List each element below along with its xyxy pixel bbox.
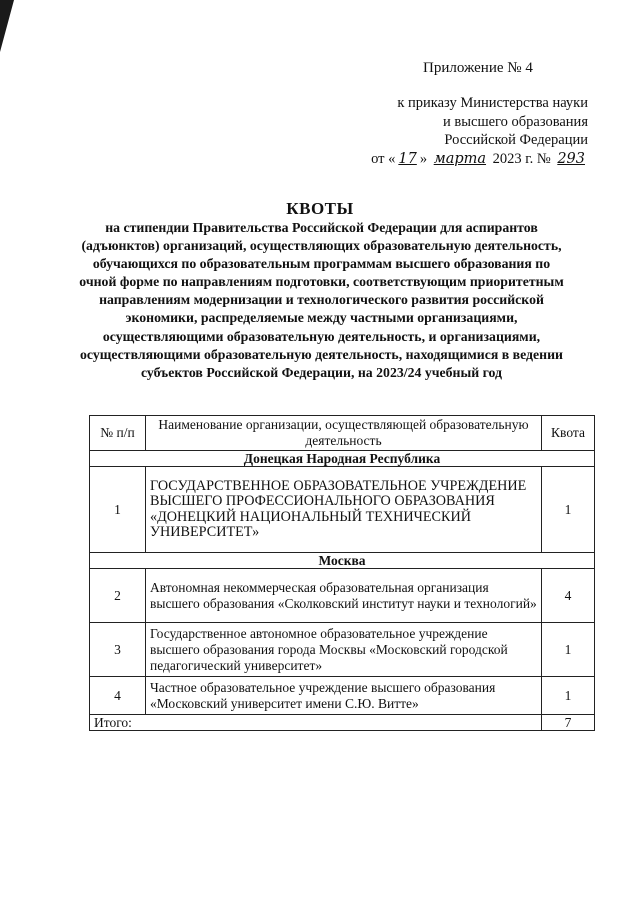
quota-table xyxy=(89,415,595,731)
row-num: 3 xyxy=(90,623,146,677)
order-date-line xyxy=(328,150,588,169)
order-number: 293 xyxy=(557,150,585,167)
date-prefix: от « xyxy=(371,150,396,167)
row-name: Государственное автономное образовательное учреждение высшего образования города Москвы «Московский городской педагогический университет» xyxy=(146,623,542,677)
row-quota: 1 xyxy=(542,467,595,553)
region-name: Москва xyxy=(90,553,595,569)
total-label: Итого: xyxy=(90,715,542,731)
header-name: Наименование организации, осуществляющей образовательную деятельность xyxy=(146,416,542,451)
row-num: 1 xyxy=(90,467,146,553)
order-line-1: к приказу Министерства науки xyxy=(397,95,588,111)
date-year: 2023 г. № xyxy=(492,150,551,167)
order-reference xyxy=(328,94,588,168)
date-day: 17 xyxy=(398,150,417,167)
table-header-row xyxy=(90,416,595,451)
appendix-label: Приложение № 4 xyxy=(423,60,533,76)
region-row xyxy=(90,553,595,569)
scan-corner-mark xyxy=(0,0,14,52)
region-name: Донецкая Народная Республика xyxy=(90,451,595,467)
row-name: Автономная некоммерческая образовательная организация высшего образования «Сколковский институт науки и технологий» xyxy=(146,569,542,623)
row-name: ГОСУДАРСТВЕННОЕ ОБРАЗОВАТЕЛЬНОЕ УЧРЕЖДЕНИЕ ВЫСШЕГО ПРОФЕССИОНАЛЬНОГО ОБРАЗОВАНИЯ «ДОНЕЦКИЙ НАЦИОНАЛЬНЫЙ ТЕХНИЧЕСКИЙ УНИВЕРСИТЕТ» xyxy=(146,467,542,553)
total-row xyxy=(90,715,595,731)
row-name: Частное образовательное учреждение высшего образования «Московский университет имени С.Ю. Витте» xyxy=(146,677,542,715)
order-line-2: и высшего образования xyxy=(443,113,588,130)
header-num: № п/п xyxy=(90,416,146,451)
date-mid: » xyxy=(419,150,428,167)
row-quota: 1 xyxy=(542,623,595,677)
row-num: 2 xyxy=(90,569,146,623)
table-row xyxy=(90,569,595,623)
date-month: марта xyxy=(433,150,487,167)
table-row xyxy=(90,623,595,677)
row-num: 4 xyxy=(90,677,146,715)
row-quota: 1 xyxy=(542,677,595,715)
document-subtitle: на стипендии Правительства Российской Федерации для аспирантов (адъюнктов) организаций, осуществляющих образовательную деятельность, обучающихся по образовательным программам высшего образования по очной форме по направлениям подготовки, соответствующим приоритетным направлениям модернизации и технологического развития российской экономики, распределяемые между частными организациями, осуществляющими образовательную деятельность, и организациями, осуществляющими образовательную деятельность, находящимися в ведении субъектов Российской Федерации, на 2023/24 учебный год xyxy=(79,220,564,380)
document-title: КВОТЫ xyxy=(286,199,354,218)
header-quota: Квота xyxy=(542,416,595,451)
total-value: 7 xyxy=(542,715,595,731)
order-line-3: Российской Федерации xyxy=(444,132,588,148)
region-row xyxy=(90,451,595,467)
row-quota: 4 xyxy=(542,569,595,623)
table-row xyxy=(90,677,595,715)
table-row xyxy=(90,467,595,553)
